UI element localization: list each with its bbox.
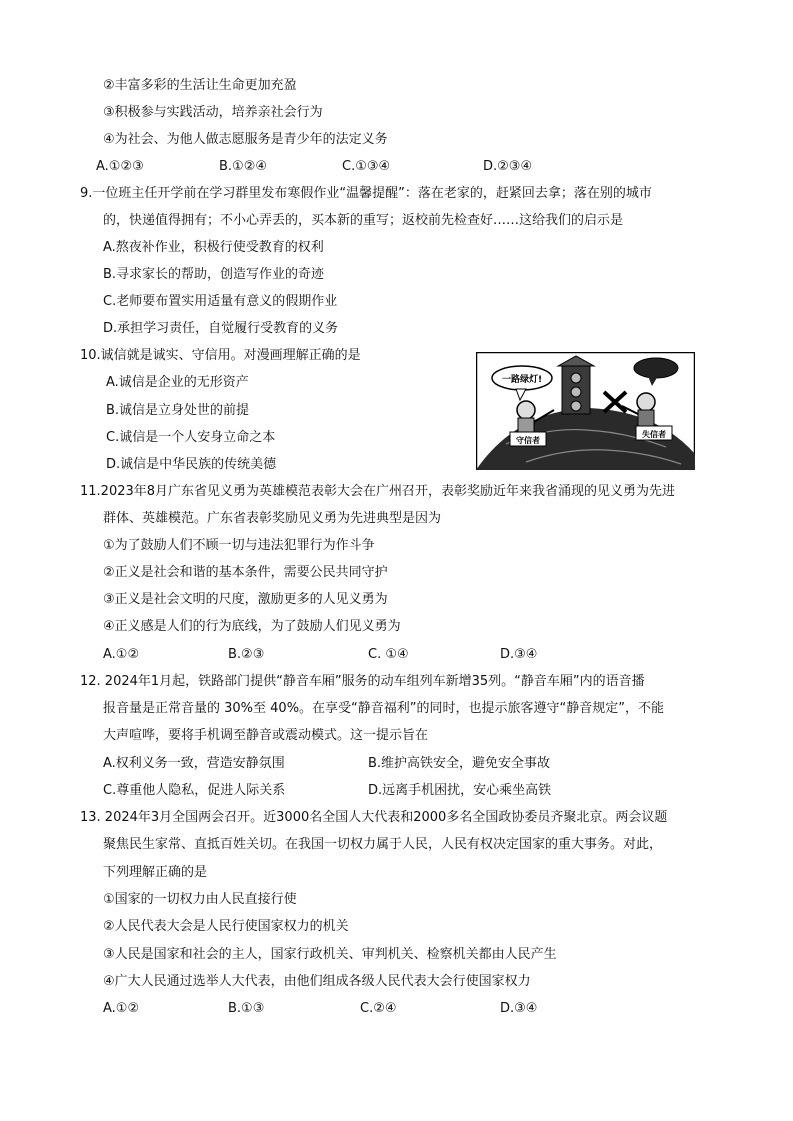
q13-option-d: D.③④ (500, 1001, 538, 1016)
q9-option-b: B.寻求家长的帮助，创造写作业的奇迹 (103, 267, 325, 282)
q8-item-3: ③积极参与实践活动，培养亲社会行为 (103, 105, 323, 120)
q11-item-3: ③正义是社会文明的尺度，激励更多的人见义勇为 (103, 592, 388, 607)
q10-option-b: B.诚信是立身处世的前提 (106, 403, 250, 418)
cartoon-sign-right: 失信者 (642, 430, 666, 439)
q13-option-b: B.①③ (228, 1001, 265, 1016)
q13-item-3: ③人民是国家和社会的主人，国家行政机关、审判机关、检察机关都由人民产生 (103, 947, 557, 962)
q8-option-d: D.②③④ (483, 159, 533, 174)
q12-stem-line2: 报音量是正常音量的 30%至 40%。在享受“静音福利”的同时，也提示旅客遵守“静音规定”，不能 (103, 701, 664, 716)
q8-option-c: C.①③④ (342, 159, 391, 174)
q12-option-a: A.权利义务一致，营造安静氛围 (103, 756, 285, 771)
q13-option-c: C.②④ (360, 1001, 397, 1016)
q10-option-a: A.诚信是企业的无形资产 (106, 375, 249, 390)
q11-option-d: D.③④ (500, 647, 538, 662)
q11-item-2: ②正义是社会和谐的基本条件，需要公民共同守护 (103, 565, 388, 580)
q12-option-c: C.尊重他人隐私，促进人际关系 (103, 783, 286, 798)
q12-stem-line3: 大声喧哗，要将手机调至静音或震动模式。这一提示旨在 (103, 728, 429, 743)
q9-option-c: C.老师要布置实用适量有意义的假期作业 (103, 294, 338, 309)
q8-option-a: A.①②③ (96, 159, 144, 174)
q13-stem-line2: 聚焦民生家常、直抵百姓关切。在我国一切权力属于人民，人民有权决定国家的重大事务。对此， (103, 837, 663, 852)
q12-stem-line1: 12. 2024年1月起，铁路部门提供“静音车厢”服务的动车组列车新增35列。“静音车厢”内的语音播 (80, 674, 645, 689)
q11-option-c: C. ①④ (368, 647, 409, 662)
q11-option-b: B.②③ (228, 647, 265, 662)
q11-stem-line1: 11.2023年8月广东省见义勇为英雄模范表彰大会在广州召开，表彰奖励近年来我省涌现的见义勇为先进 (80, 484, 676, 499)
q9-option-a: A.熬夜补作业，积极行使受教育的权利 (103, 240, 324, 255)
q11-item-4: ④正义感是人们的行为底线，为了鼓励人们见义勇为 (103, 619, 401, 634)
q10-option-d: D.诚信是中华民族的传统美德 (106, 457, 277, 472)
q9-stem-line2: 的，快递值得拥有；不小心弄丢的，买本新的重写；返校前先检查好……这给我们的启示是 (103, 213, 624, 228)
q8-item-4: ④为社会、为他人做志愿服务是青少年的法定义务 (103, 132, 388, 147)
cartoon-sign-left: 守信者 (516, 436, 540, 445)
q12-option-b: B.维护高铁安全，避免安全事故 (368, 756, 551, 771)
q13-item-2: ②人民代表大会是人民行使国家权力的机关 (103, 919, 349, 934)
q12-option-d: D.远离手机困扰，安心乘坐高铁 (368, 783, 552, 798)
q11-item-1: ①为了鼓励人们不顾一切与违法犯罪行为作斗争 (103, 538, 375, 553)
q9-stem-line1: 9.一位班主任开学前在学习群里发布寒假作业“温馨提醒”：落在老家的，赶紧回去拿；落在别的城市 (80, 186, 652, 201)
cartoon-bubble-left: 一路绿灯! (501, 375, 543, 385)
q13-option-a: A.①② (103, 1001, 140, 1016)
q9-option-d: D.承担学习责任，自觉履行受教育的义务 (103, 321, 339, 336)
integrity-cartoon (476, 352, 695, 470)
q11-option-a: A.①② (103, 647, 140, 662)
q10-stem: 10.诚信就是诚实、守信用。对漫画理解正确的是 (80, 348, 361, 363)
q13-item-1: ①国家的一切权力由人民直接行使 (103, 892, 297, 907)
q11-stem-line2: 群体、英雄模范。广东省表彰奖励见义勇为先进典型是因为 (103, 511, 442, 526)
q13-stem-line3: 下列理解正确的是 (103, 865, 208, 880)
q13-stem-line1: 13. 2024年3月全国两会召开。近3000名全国人大代表和2000多名全国政协委员齐聚北京。两会议题 (80, 810, 668, 825)
q8-item-2: ②丰富多彩的生活让生命更加充盈 (103, 78, 297, 93)
q10-option-c: C.诚信是一个人安身立命之本 (106, 430, 276, 445)
q8-option-b: B.①②④ (219, 159, 268, 174)
q13-item-4: ④广大人民通过选举人大代表，由他们组成各级人民代表大会行使国家权力 (103, 974, 531, 989)
